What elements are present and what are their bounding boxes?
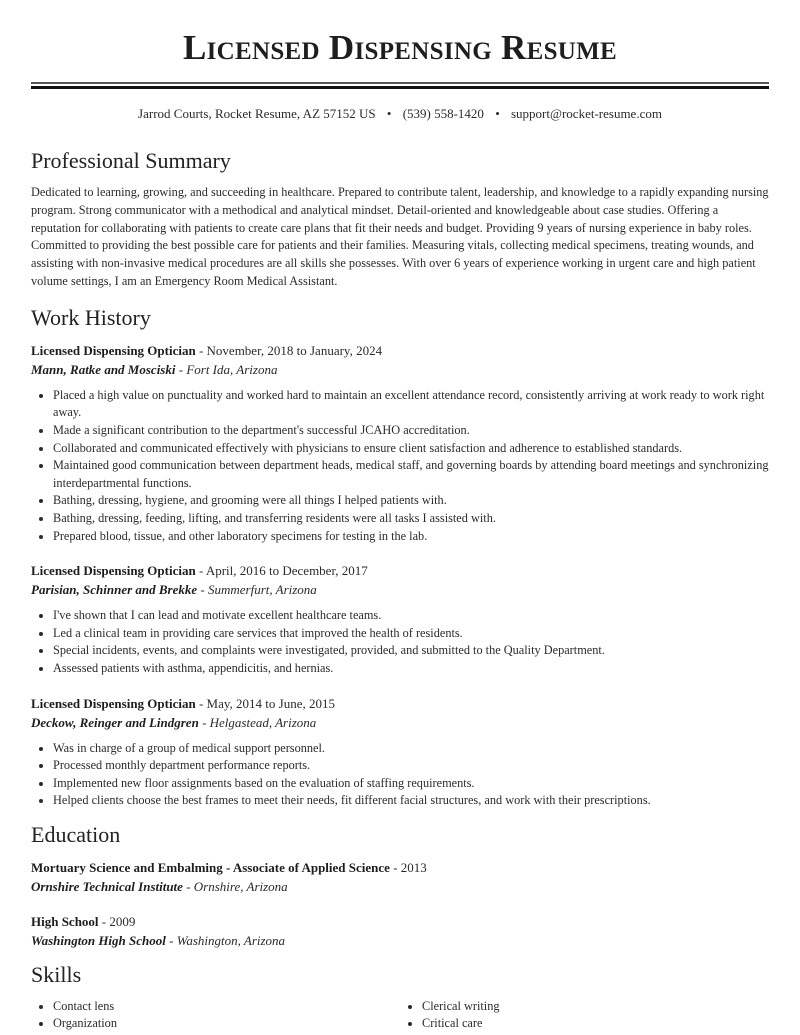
list-item: • Implemented new floor assignments based on the evaluation of staffing requirements.: [53, 775, 769, 793]
education-school: Washington High School: [31, 932, 166, 948]
summary-heading: Professional Summary: [31, 148, 231, 173]
rule-thick: [31, 86, 769, 89]
job-dates: - November, 2018 to January, 2024: [195, 342, 383, 358]
skill-item: • Contact lens: [53, 998, 400, 1016]
work-history-heading: Work History: [31, 304, 151, 330]
education-year: - 2009: [98, 913, 136, 929]
skills-grid: [31, 998, 769, 1033]
skills-heading: Skills: [31, 961, 82, 987]
education-entry: [31, 912, 769, 950]
list-item: • Processed monthly department performance reports.: [53, 757, 769, 775]
list-item: • Bathing, dressing, feeding, lifting, and transferring residents were all tasks I assisted with.: [53, 510, 769, 528]
job-location: - Summerfurt, Arizona: [197, 582, 317, 598]
job-role: Licensed Dispensing Optician: [31, 695, 196, 711]
resume-title: Licensed Dispensing Resume: [182, 28, 617, 67]
job-bullets: [31, 740, 769, 810]
job-company: Mann, Ratke and Mosciski: [31, 361, 176, 377]
list-item: • I've shown that I can lead and motivate excellent healthcare teams.: [53, 607, 769, 625]
education-school-line: [31, 931, 769, 950]
job-header: [31, 561, 769, 580]
job-entry: [31, 341, 769, 545]
list-item: • Assessed patients with asthma, appendicitis, and hernias.: [53, 660, 769, 678]
job-employer: [31, 713, 769, 732]
education-entry: [31, 858, 769, 896]
contact-address: Jarrod Courts, Rocket Resume, AZ 57152 US: [138, 106, 376, 121]
education-location: - Washington, Arizona: [165, 932, 286, 948]
job-bullets: [31, 607, 769, 677]
education-heading: Education: [31, 821, 121, 847]
skills-column-right: [400, 998, 769, 1033]
education-degree: Mortuary Science and Embalming - Associate of Applied Science: [31, 859, 390, 875]
skill-item: • Organization: [53, 1015, 400, 1033]
list-item: • Was in charge of a group of medical support personnel.: [53, 740, 769, 758]
education-header: [31, 912, 769, 931]
job-entry: [31, 561, 769, 677]
job-header: [31, 341, 769, 360]
list-item: • Helped clients choose the best frames to meet their needs, fit different facial structures, and work with their prescriptions.: [53, 792, 769, 810]
education-school-line: [31, 877, 769, 896]
work-history-section: [31, 305, 769, 810]
job-dates: - April, 2016 to December, 2017: [195, 563, 368, 579]
education-header: [31, 858, 769, 877]
job-role: Licensed Dispensing Optician: [31, 342, 196, 358]
skills-column-left: [31, 998, 400, 1033]
summary-section: [31, 148, 769, 291]
education-section: [31, 822, 769, 950]
job-employer: [31, 580, 769, 599]
title-double-rule: [31, 82, 769, 89]
contact-phone: (539) 558-1420: [402, 106, 484, 121]
list-item: • Prepared blood, tissue, and other laboratory specimens for testing in the lab.: [53, 528, 769, 546]
education-year: - 2013: [389, 859, 427, 875]
contact-email: support@rocket-resume.com: [511, 106, 662, 121]
job-header: [31, 694, 769, 713]
job-bullets: [31, 387, 769, 545]
job-dates: - May, 2014 to June, 2015: [195, 695, 335, 711]
list-item: • Bathing, dressing, hygiene, and grooming were all things I helped patients with.: [53, 492, 769, 510]
list-item: • Collaborated and communicated effectively with physicians to ensure client satisfaction and adherence to established standards.: [53, 440, 769, 458]
skills-section: [31, 962, 769, 1033]
skill-item: • Critical care: [422, 1015, 769, 1033]
bullet-separator: •: [386, 106, 392, 121]
list-item: • Special incidents, events, and complaints were investigated, provided, and submitted to the Quality Department.: [53, 642, 769, 660]
summary-text: Dedicated to learning, growing, and succeeding in healthcare. Prepared to contribute talent, leadership, and knowledge to a rapidly expanding nursing program. Strong communicator with a methodical and analytical mindset. Detail-oriented and knowledgeable about case studies. Offering a reputation for collaborating with patients to create care plans that fit their needs and budget. Providing 9 years of nursing experience in baby roles. Committed to providing the best possible care for patients and their families. Measuring vitals, collecting medical specimens, treating wounds, and assisting with non-invasive medical procedures are all skills she possesses. With over 6 years of experience working in urgent care and high patient volume settings, I am an Emergency Room Medical Assistant.: [31, 185, 769, 288]
list-item: • Placed a high value on punctuality and worked hard to maintain an excellent attendance record, consistently arriving at work ready to work right away.: [53, 387, 769, 422]
job-entry: [31, 694, 769, 810]
job-location: - Helgastead, Arizona: [198, 714, 317, 730]
job-location: - Fort Ida, Arizona: [175, 361, 278, 377]
list-item: • Made a significant contribution to the department's successful JCAHO accreditation.: [53, 422, 769, 440]
skill-item: • Clerical writing: [422, 998, 769, 1016]
contact-line: [31, 106, 769, 126]
job-company: Deckow, Reinger and Lindgren: [31, 714, 199, 730]
education-degree: High School: [31, 913, 99, 929]
education-location: - Ornshire, Arizona: [182, 878, 288, 894]
bullet-separator: •: [495, 106, 500, 121]
list-item: • Led a clinical team in providing care services that improved the health of residents.: [53, 625, 769, 643]
list-item: • Maintained good communication between department heads, medical staff, and governing boards by attending board meetings and synchronizing interdepartmental functions.: [53, 457, 769, 492]
job-employer: [31, 360, 769, 379]
job-role: Licensed Dispensing Optician: [31, 563, 196, 579]
education-school: Ornshire Technical Institute: [31, 878, 183, 894]
rule-thin: [31, 82, 769, 84]
job-company: Parisian, Schinner and Brekke: [31, 582, 198, 598]
